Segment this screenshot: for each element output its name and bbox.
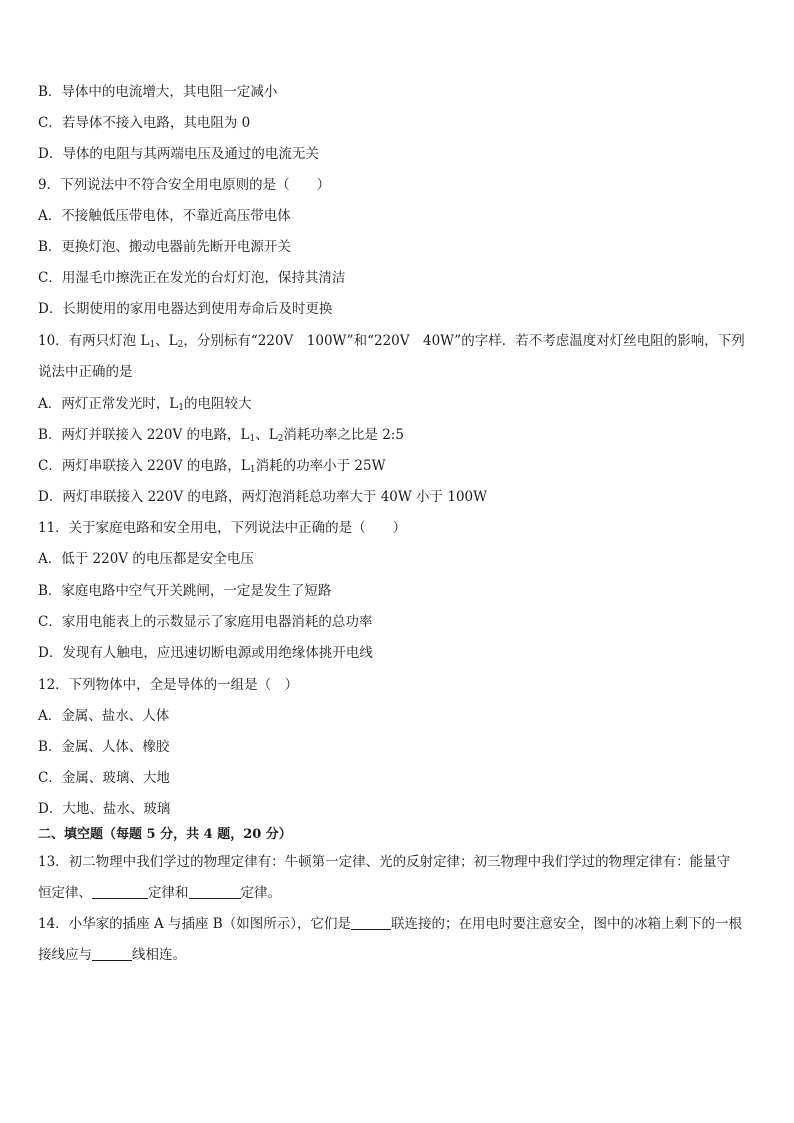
q11-option-b: B．家庭电路中空气开关跳闸，一定是发生了短路 xyxy=(38,583,332,599)
q14-text: 14．小华家的插座 A 与插座 B（如图所示），它们是 xyxy=(38,916,351,932)
q9-option-c: C．用湿毛巾擦洗正在发光的台灯灯泡，保持其清洁 xyxy=(38,270,346,286)
q9-option-a: A．不接触低压带电体，不靠近高压带电体 xyxy=(38,208,291,224)
q8-option-c: C．若导体不接入电路，其电阻为 0 xyxy=(38,115,251,131)
q10-option-d: D．两灯串联接入 220V 的电路，两灯泡消耗总功率大于 40W 小于 100W xyxy=(38,489,487,505)
q13-text: 定律和 xyxy=(148,885,189,901)
q9-option-b: B．更换灯泡、搬动电器前先断开电源开关 xyxy=(38,239,291,255)
q10-stem-part: 10．有两只灯泡 L xyxy=(38,333,150,349)
q9-option-d: D．长期使用的家用电器达到使用寿命后及时更换 xyxy=(38,301,333,317)
q10-option-b xyxy=(38,426,404,444)
q14-line-1 xyxy=(38,915,742,933)
q9-stem: 9．下列说法中不符合安全用电原则的是（ ） xyxy=(38,177,331,193)
q12-option-d: D．大地、盐水、玻璃 xyxy=(38,801,171,817)
q10-option-b-text: 、L xyxy=(255,427,278,443)
q12-stem: 12．下列物体中，全是导体的一组是（ ） xyxy=(38,677,299,693)
q13-line-2 xyxy=(38,884,281,902)
q10-stem-continued: 说法中正确的是 xyxy=(38,364,133,380)
answer-blank[interactable] xyxy=(189,884,241,899)
q14-text: 接线应与 xyxy=(38,947,92,963)
q12-option-a: A．金属、盐水、人体 xyxy=(38,708,170,724)
q14-text: 线相连。 xyxy=(132,947,186,963)
section-heading-fill-in: 二、填空题（每题 5 分，共 4 题，20 分） xyxy=(38,827,292,842)
subscript: 1 xyxy=(149,340,156,350)
q14-line-2 xyxy=(38,946,186,964)
q13-text: 定律。 xyxy=(240,885,281,901)
answer-blank[interactable] xyxy=(92,946,132,961)
q11-option-c: C．家用电能表上的示数显示了家庭用电器消耗的总功率 xyxy=(38,614,373,630)
q14-text: 联连接的；在用电时要注意安全，图中的冰箱上剩下的一根 xyxy=(390,916,742,932)
q8-option-d: D．导体的电阻与其两端电压及通过的电流无关 xyxy=(38,146,319,162)
q10-option-c-text: C．两灯串联接入 220V 的电路，L xyxy=(38,458,250,474)
subscript: 2 xyxy=(177,340,184,350)
q12-option-c: C．金属、玻璃、大地 xyxy=(38,770,170,786)
q10-option-a-text: 的电阻较大 xyxy=(183,396,252,412)
subscript: 1 xyxy=(249,465,256,475)
subscript: 1 xyxy=(249,434,256,444)
answer-blank[interactable] xyxy=(92,884,148,899)
q11-option-a: A．低于 220V 的电压都是安全电压 xyxy=(38,551,254,567)
q10-option-b-text: 消耗功率之比是 2:5 xyxy=(283,427,404,443)
q12-option-b: B．金属、人体、橡胶 xyxy=(38,739,170,755)
q10-option-a-text: A．两灯正常发光时，L xyxy=(38,396,179,412)
answer-blank[interactable] xyxy=(351,915,391,930)
q10-option-a xyxy=(38,395,251,413)
subscript: 1 xyxy=(178,403,184,413)
q10-stem-part: 、L xyxy=(155,333,178,349)
q10-stem-part: ，分别标有“220V 100W”和“220V 40W”的字样．若不考虑温度对灯丝电阻的影响，下列 xyxy=(183,333,745,349)
q10-option-b-text: B．两灯并联接入 220V 的电路，L xyxy=(38,427,250,443)
q11-stem: 11．关于家庭电路和安全用电，下列说法中正确的是（ ） xyxy=(38,520,407,536)
q13-line-1: 13．初二物理中我们学过的物理定律有：牛顿第一定律、光的反射定律；初三物理中我们学过的物理定律有：能量守 xyxy=(38,854,731,870)
subscript: 2 xyxy=(277,434,284,444)
q10-option-c xyxy=(38,457,386,475)
q11-option-d: D．发现有人触电，应迅速切断电源或用绝缘体挑开电线 xyxy=(38,645,373,661)
q10-stem xyxy=(38,332,745,350)
q13-text: 恒定律、 xyxy=(38,885,92,901)
q10-option-c-text: 消耗的功率小于 25W xyxy=(255,458,386,474)
q8-option-b: B．导体中的电流增大，其电阻一定减小 xyxy=(38,84,278,100)
